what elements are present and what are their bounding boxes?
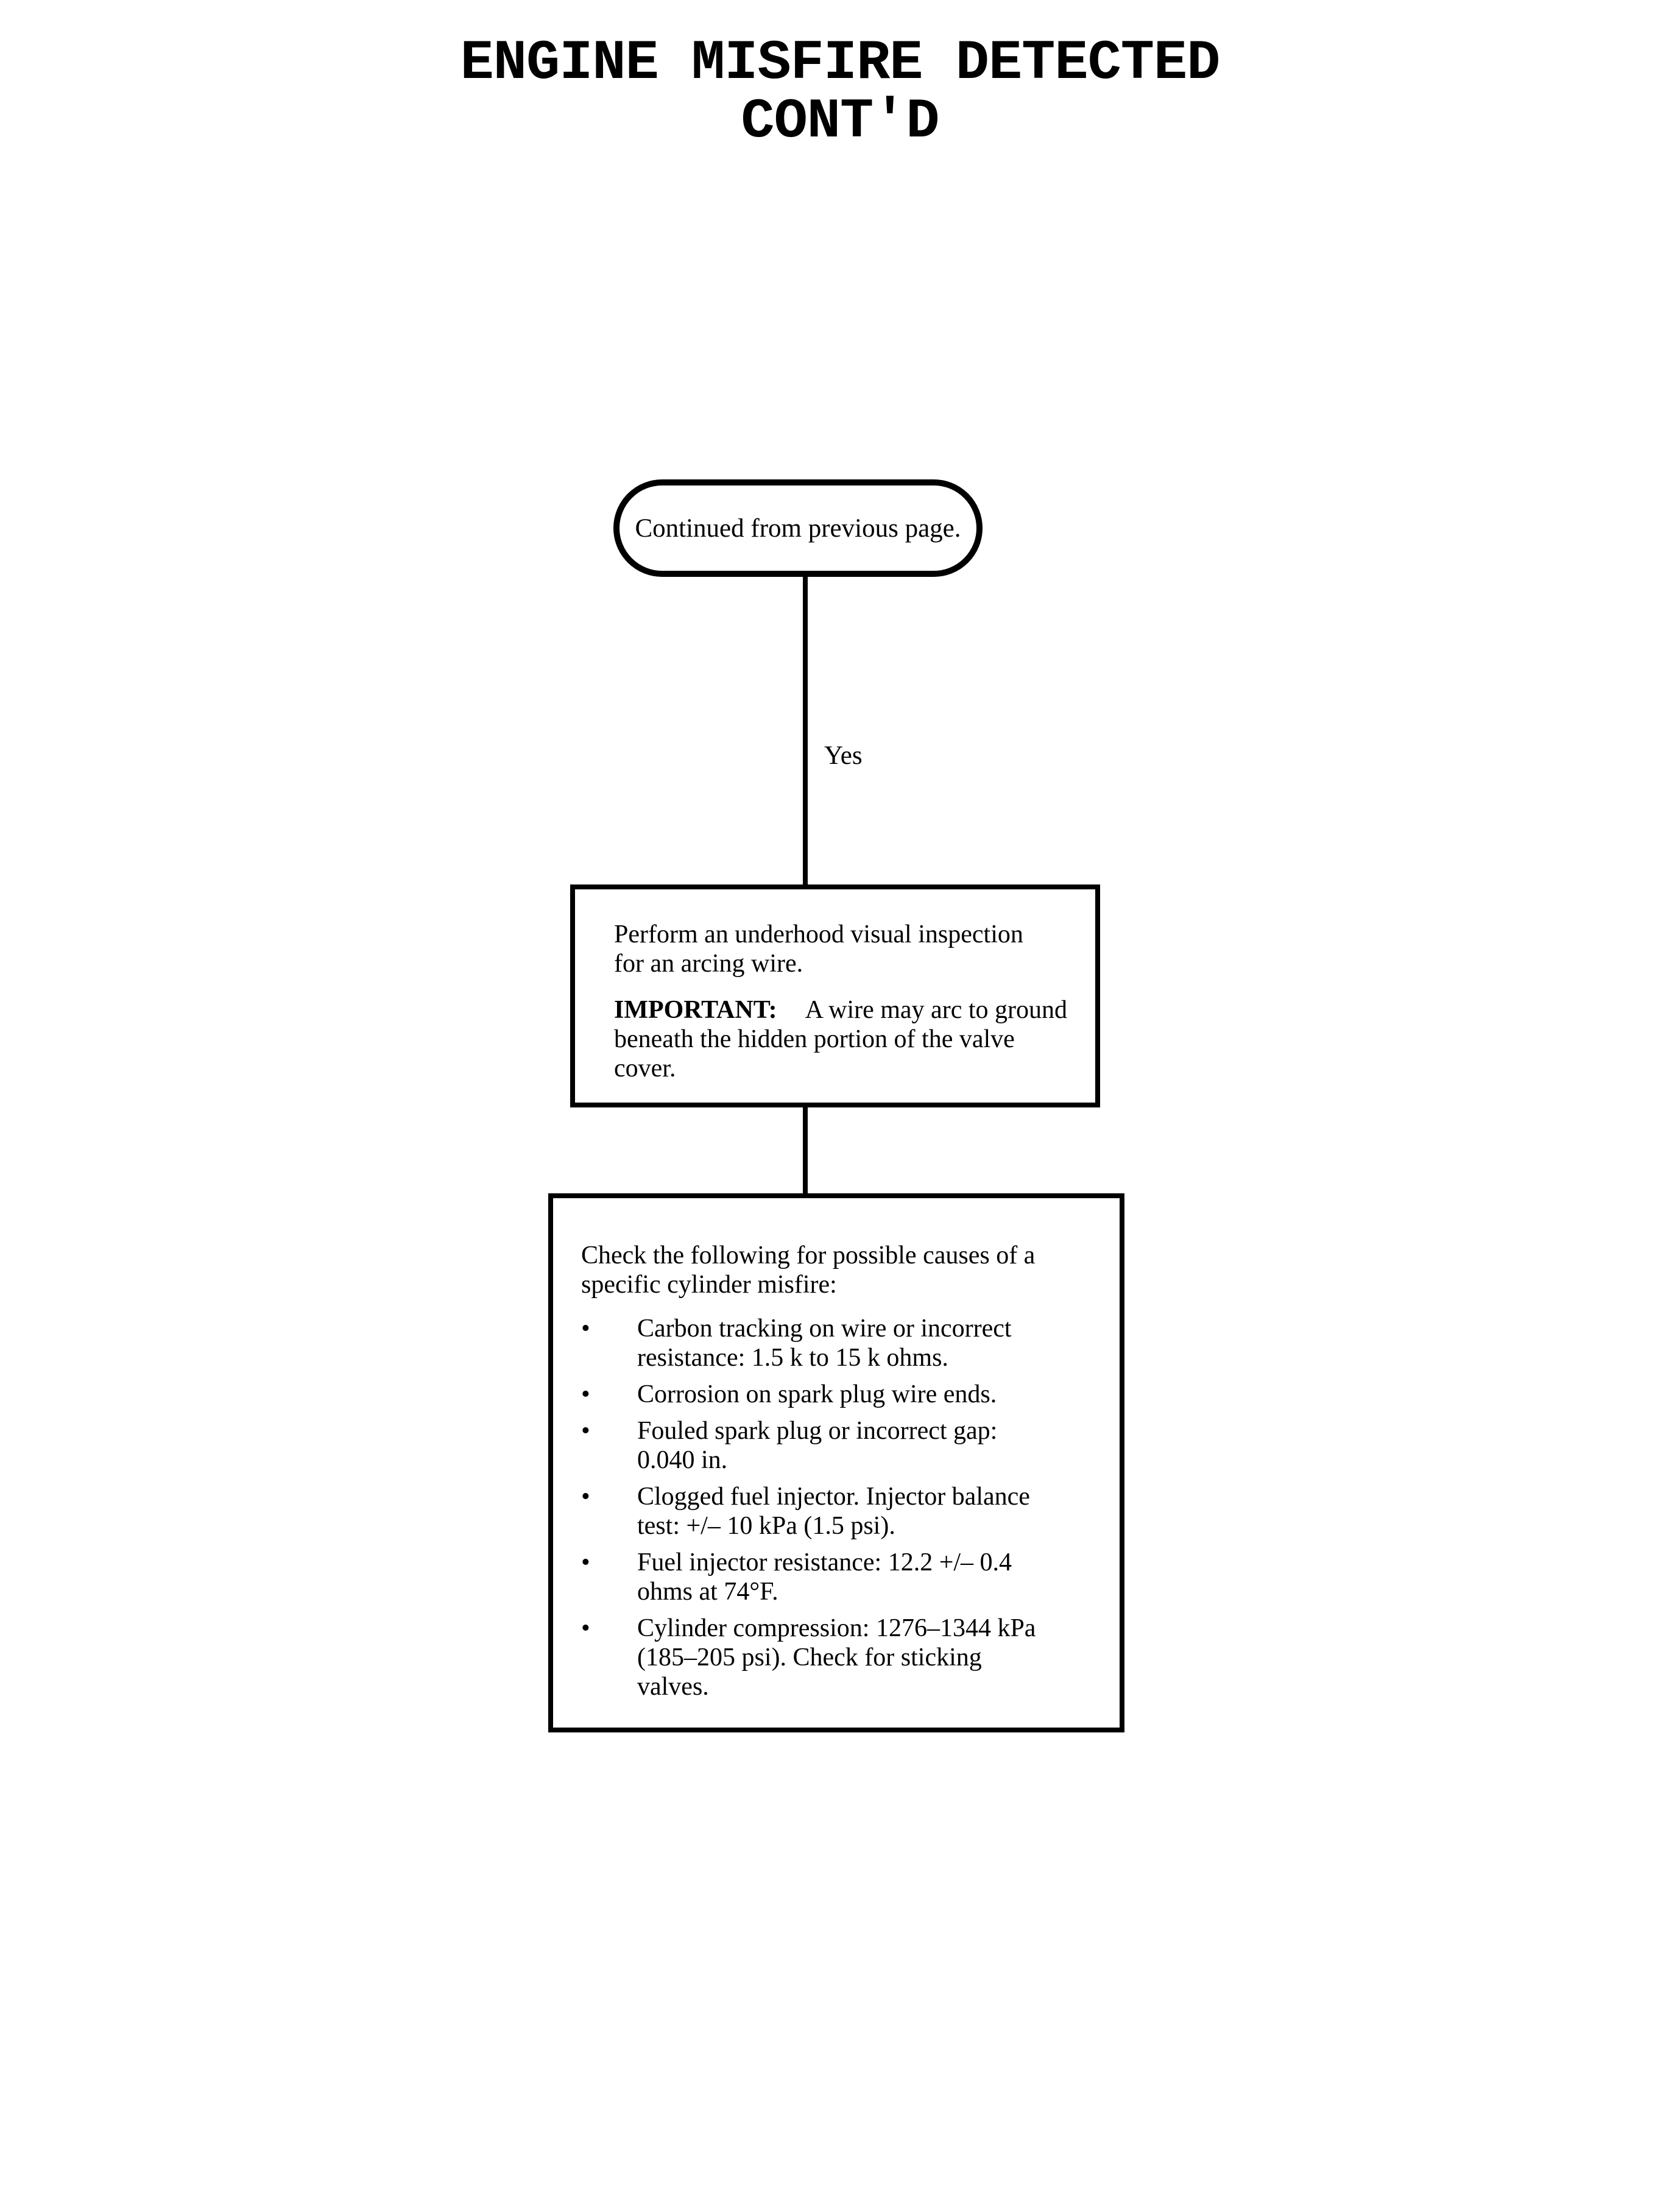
bullet-marker: • (581, 1548, 590, 1576)
inspection-paragraph (614, 920, 1083, 978)
bullet-line: Clogged fuel injector. Injector balance (637, 1483, 1030, 1511)
bullet-marker: • (581, 1483, 590, 1511)
flowchart-box-checklist (548, 1193, 1124, 1732)
page-title (0, 31, 1680, 154)
bullet-text (637, 1416, 1107, 1475)
important-line (614, 995, 1083, 1025)
bullet-line: 0.040 in. (637, 1446, 728, 1474)
checklist-bullet-item (581, 1380, 1107, 1409)
bullet-text (637, 1482, 1107, 1541)
checklist-bullet-item (581, 1482, 1107, 1541)
checklist-bullet-list (581, 1314, 1107, 1701)
bullet-line: Carbon tracking on wire or incorrect (637, 1315, 1012, 1343)
bullet-line: (185–205 psi). Check for sticking (637, 1643, 982, 1672)
bullet-text (637, 1380, 1107, 1409)
checklist-bullet-item (581, 1314, 1107, 1372)
important-text: A wire may arc to ground (805, 996, 1067, 1024)
checklist-bullet-item (581, 1416, 1107, 1475)
inspection-line: for an arcing wire. (614, 950, 803, 978)
flowchart-box-inspection (570, 884, 1100, 1107)
bullet-line: Cylinder compression: 1276–1344 kPa (637, 1614, 1036, 1642)
checklist-bullet-item (581, 1548, 1107, 1606)
connector-line-bottom (803, 1106, 808, 1195)
checklist-bullet-item (581, 1614, 1107, 1701)
important-line: beneath the hidden portion of the valve (614, 1025, 1015, 1053)
checklist-intro-line: specific cylinder misfire: (581, 1271, 837, 1299)
flowchart-terminal-continued (613, 479, 983, 577)
bullet-line: Fouled spark plug or incorrect gap: (637, 1417, 998, 1445)
page-title-line1: ENGINE MISFIRE DETECTED (460, 31, 1220, 95)
bullet-marker: • (581, 1315, 590, 1343)
checklist-intro (581, 1241, 1107, 1299)
important-paragraph (614, 995, 1083, 1083)
bullet-text (637, 1548, 1107, 1606)
bullet-line: valves. (637, 1673, 709, 1701)
connector-yes-label: Yes (824, 741, 863, 770)
bullet-text (637, 1614, 1107, 1701)
page-title-line2: CONT'D (741, 90, 939, 154)
checklist-intro-line: Check the following for possible causes of a (581, 1241, 1036, 1269)
bullet-marker: • (581, 1417, 590, 1445)
important-label: IMPORTANT: (614, 996, 777, 1024)
bullet-line: ohms at 74°F. (637, 1578, 778, 1606)
inspection-line: Perform an underhood visual inspection (614, 920, 1023, 948)
bullet-text (637, 1314, 1107, 1372)
bullet-line: Fuel injector resistance: 12.2 +/– 0.4 (637, 1548, 1012, 1576)
bullet-line: Corrosion on spark plug wire ends. (637, 1380, 997, 1408)
bullet-marker: • (581, 1380, 590, 1408)
connector-line-top (803, 576, 808, 886)
terminal-label: Continued from previous page. (635, 514, 961, 543)
bullet-line: test: +/– 10 kPa (1.5 psi). (637, 1512, 895, 1540)
bullet-line: resistance: 1.5 k to 15 k ohms. (637, 1344, 948, 1372)
important-line: cover. (614, 1054, 676, 1082)
bullet-marker: • (581, 1614, 590, 1642)
